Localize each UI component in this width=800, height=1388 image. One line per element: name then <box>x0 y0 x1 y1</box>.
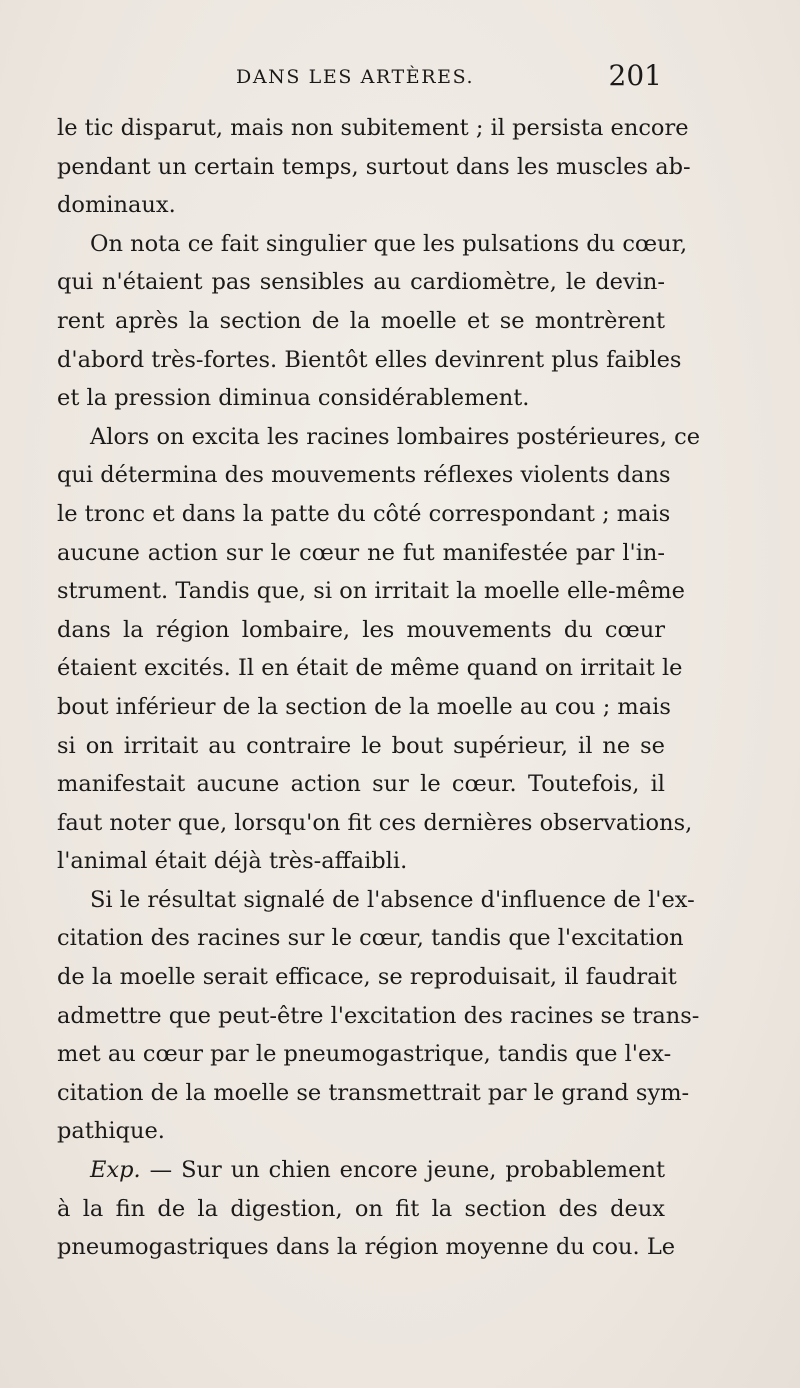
text-line: qui détermina des mouvements réflexes violents dans <box>57 462 671 489</box>
text-line-rest: — Sur un chien encore jeune, probablement <box>140 1157 665 1184</box>
text-line: aucune action sur le cœur ne fut manifestée par l'in- <box>57 539 665 566</box>
paragraph <box>57 109 691 225</box>
text-line: manifestait aucune action sur le cœur. Toutefois, il <box>57 771 665 798</box>
text-line: pathique. <box>57 1118 165 1145</box>
text-line: pendant un certain temps, surtout dans les muscles ab- <box>57 153 691 180</box>
paragraph <box>57 1151 676 1267</box>
text-line: le tronc et dans la patte du côté correspondant ; mais <box>57 500 671 527</box>
text-line: met au cœur par le pneumogastrique, tandis que l'ex- <box>57 1041 672 1068</box>
text-line: si on irritait au contraire le bout supérieur, il ne se <box>57 732 665 759</box>
text-line <box>57 1151 665 1190</box>
text-line: pneumogastriques dans la région moyenne du cou. Le <box>57 1234 676 1261</box>
text-line: étaient excités. Il en était de même quand on irritait le <box>57 655 683 682</box>
running-head <box>60 60 662 94</box>
paragraph <box>57 225 688 418</box>
text-line: strument. Tandis que, si on irritait la moelle elle-même <box>57 578 685 605</box>
text-line: de la moelle serait efficace, se reproduisait, il faudrait <box>57 964 677 991</box>
text-line: à la fin de la digestion, on fit la section des deux <box>57 1195 665 1222</box>
text-line: Alors on excita les racines lombaires postérieures, ce <box>90 423 701 450</box>
text-line: bout inférieur de la section de la moelle au cou ; mais <box>57 693 671 720</box>
text-line: le tic disparut, mais non subitement ; il persista encore <box>57 115 689 141</box>
text-line: d'abord très-fortes. Bientôt elles devinrent plus faibles <box>57 346 682 373</box>
text-line: rent après la section de la moelle et se montrèrent <box>57 307 665 334</box>
text-line: On nota ce fait singulier que les pulsations du cœur, <box>90 230 688 257</box>
text-line: dans la région lombaire, les mouvements du cœur <box>57 616 665 643</box>
text-line: faut noter que, lorsqu'on fit ces dernières observations, <box>57 809 693 836</box>
text-line: citation de la moelle se transmettrait par le grand sym- <box>57 1079 690 1106</box>
body-text <box>57 109 701 1267</box>
experiment-label: Exp. <box>90 1157 141 1184</box>
text-line: Si le résultat signalé de l'absence d'influence de l'ex- <box>90 886 695 913</box>
page-number: 201 <box>608 59 662 92</box>
text-line: qui n'étaient pas sensibles au cardiomètre, le devin- <box>57 269 665 296</box>
text-line: et la pression diminua considérablement. <box>57 385 530 412</box>
running-title: DANS LES ARTÈRES. <box>236 66 475 88</box>
text-line: dominaux. <box>57 192 176 219</box>
text-line: citation des racines sur le cœur, tandis que l'excitation <box>57 925 684 952</box>
text-line: admettre que peut-être l'excitation des racines se trans- <box>57 1002 700 1029</box>
paragraph <box>57 418 701 881</box>
paragraph <box>57 881 700 1151</box>
text-line: l'animal était déjà très-affaibli. <box>57 848 408 875</box>
